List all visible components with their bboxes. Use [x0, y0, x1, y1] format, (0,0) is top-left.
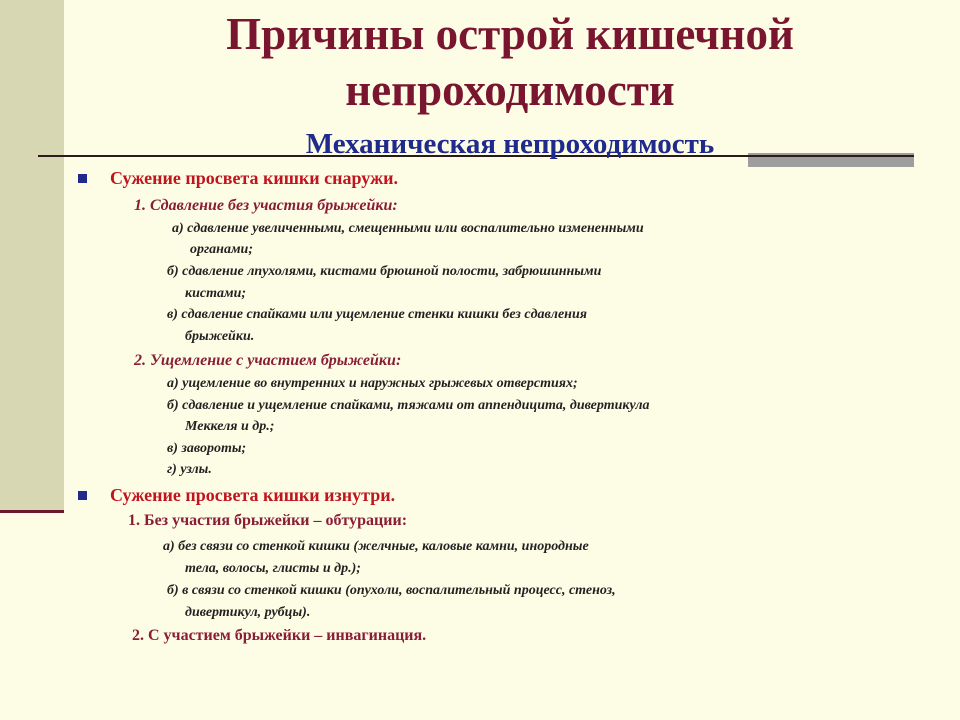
section-heading-inner: Сужение просвета кишки изнутри.: [110, 485, 396, 505]
list-item-cont: брыжейки.: [185, 329, 255, 344]
title-line-2: непроходимости: [345, 65, 675, 115]
title-line-1: Причины острой кишечной: [226, 9, 794, 59]
list-item: г) узлы.: [167, 462, 212, 477]
list-item-cont: тела, волосы, глисты и др.);: [185, 561, 361, 576]
list-item: б) сдавление и ущемление спайками, тяжами от аппендицита, дивертикула: [167, 398, 650, 413]
list-item: а) сдавление увеличенными, смещенными или воспалительно измененными: [172, 221, 644, 236]
list-item: а) без связи со стенкой кишки (желчные, каловые камни, инородные: [163, 539, 589, 554]
section-heading-outer: Сужение просвета кишки снаружи.: [110, 168, 398, 188]
sub-heading-with-mesentery: 2. Ущемление с участием брыжейки:: [134, 352, 402, 369]
list-item-cont: дивертикул, рубцы).: [185, 605, 311, 620]
slide-subtitle: Механическая непроходимость: [305, 128, 715, 160]
bullet-square-icon: [78, 491, 87, 500]
list-item: б) сдавление лпухолями, кистами брюшной полости, забрюшинными: [167, 264, 602, 279]
sub-heading-obturation: 1. Без участия брыжейки – обтурации:: [128, 512, 408, 529]
list-item-cont: Меккеля и др.;: [185, 419, 275, 434]
sub-heading-invagination: 2. С участием брыжейки – инвагинация.: [132, 627, 427, 644]
list-item: а) ущемление во внутренних и наружных грыжевых отверстиях;: [167, 376, 578, 391]
list-item: б) в связи со стенкой кишки (опухоли, воспалительный процесс, стеноз,: [167, 583, 616, 598]
list-item: в) завороты;: [167, 441, 247, 456]
list-item-cont: органами;: [190, 242, 253, 257]
sub-heading-no-mesentery: 1. Сдавление без участия брыжейки:: [134, 197, 398, 214]
list-item-cont: кистами;: [185, 286, 247, 301]
bullet-square-icon: [78, 174, 87, 183]
list-item: в) сдавление спайками или ущемление стенки кишки без сдавления: [167, 307, 587, 322]
